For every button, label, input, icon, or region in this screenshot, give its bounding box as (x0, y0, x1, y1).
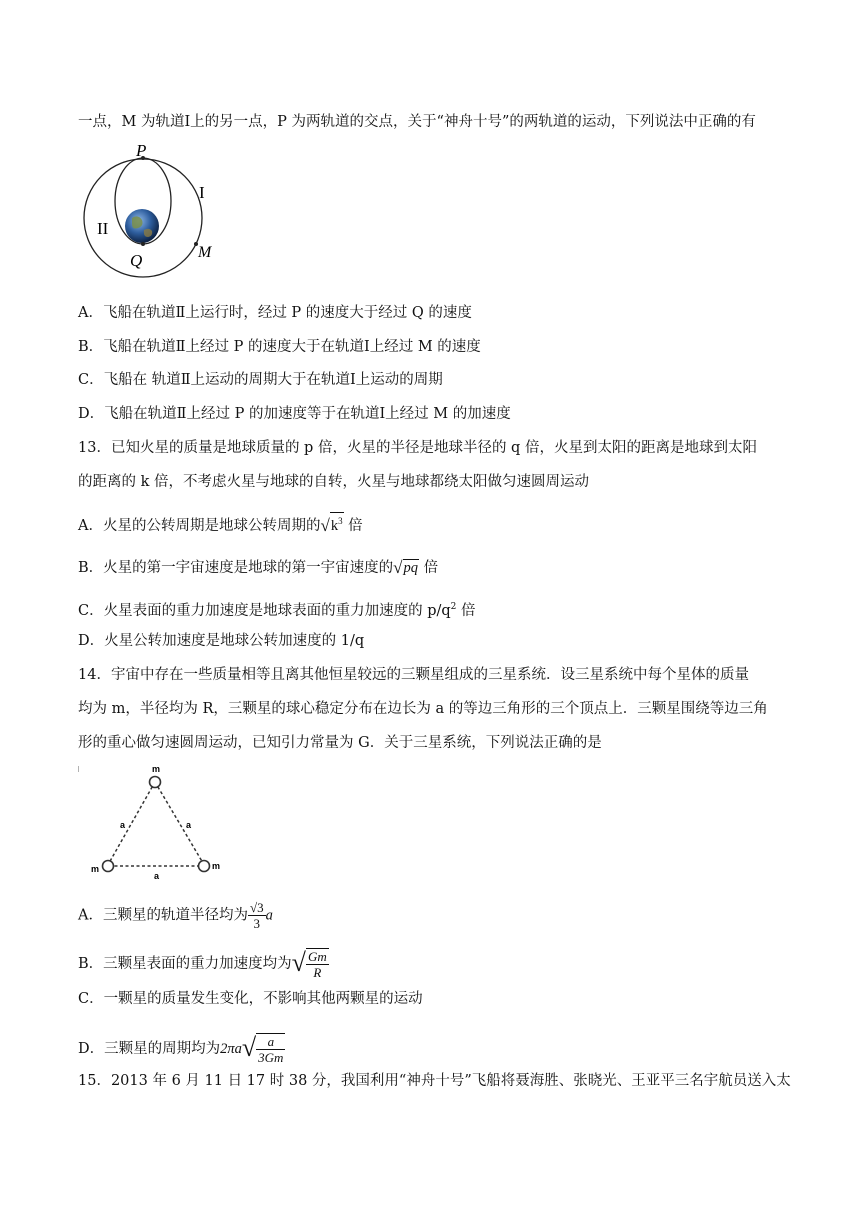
option-13a: A．火星的公转周期是地球公转周期的$√k^3$ 倍 (78, 512, 363, 536)
option-14d: D．三颗星的周期均为2πa√ $\frac{a}{3Gm}$ (78, 1033, 284, 1065)
option-12a: A．飞船在轨道Ⅱ上运行时，经过 P 的速度大于经过 Q 的速度 (78, 305, 472, 321)
option-14a-denominator: 3 (253, 916, 261, 931)
option-14b-numerator: Gm (307, 949, 327, 964)
star-right (199, 861, 210, 872)
option-14d-numerator: a (256, 1034, 285, 1050)
triangle-diagram (78, 762, 228, 880)
question-14-line-1: 14．宇宙中存在一些质量相等且离其他恒星较远的三颗星组成的三星系统．设三星系统中每个星体的质量 (78, 667, 749, 683)
star-left (103, 861, 114, 872)
orbit-diagram (78, 140, 228, 288)
option-13c (78, 597, 476, 621)
orbit-1-label: I (199, 183, 205, 202)
option-14d-denominator: 3Gm (258, 1050, 284, 1065)
option-14c: C．一颗星的质量发生变化，不影响其他两颗星的运动 (78, 991, 423, 1007)
option-12c: C．飞船在 轨道Ⅱ上运动的周期大于在轨道Ⅰ上运动的周期 (78, 372, 443, 388)
star-top-label: m (152, 764, 161, 774)
option-13c-suffix: 倍 (456, 602, 476, 619)
question-15-line-1: 15．2013 年 6 月 11 日 17 时 38 分，我国利用“神舟十号”飞船将聂海胜、张晓光、王亚平三名宇航员送入太 (78, 1073, 791, 1089)
option-14a (78, 900, 273, 931)
option-13b-suffix: 倍 (419, 560, 439, 576)
option-13b-text: B．火星的第一宇宙速度是地球的第一宇宙速度的 (78, 560, 394, 576)
side-left-label: a (120, 820, 126, 830)
question-14-line-2: 均为 m，半径均为 R，三颗星的球心稳定分布在边长为 a 的等边三角形的三个顶点上．三颗星围绕等边三角 (78, 701, 768, 717)
option-14b: B．三颗星表面的重力加速度均为√ $\frac{Gm}{R}$ (78, 948, 327, 980)
option-13c-exponent: 2 (450, 602, 457, 612)
option-14a-text: A．三颗星的轨道半径均为 (78, 907, 248, 924)
option-13d: D．火星公转加速度是地球公转加速度的 1/q (78, 633, 365, 649)
point-p-label: P (136, 141, 147, 160)
option-13a-exponent: 3 (338, 516, 343, 526)
option-14b-text: B．三颗星表面的重力加速度均为 (78, 956, 292, 972)
side-right-label: a (186, 820, 192, 830)
orbit-2-label: II (97, 219, 109, 238)
option-14a-variable: a (265, 907, 273, 924)
question-14-line-3: 形的重心做匀速圆周运动，已知引力常量为 G．关于三星系统，下列说法正确的是 (78, 735, 602, 751)
question-13-line-1: 13．已知火星的质量是地球质量的 p 倍，火星的半径是地球半径的 q 倍，火星到太阳的距离是地球到太阳 (78, 440, 757, 456)
option-13a-text: A．火星的公转周期是地球公转周期的 (78, 517, 321, 534)
option-12d: D．飞船在轨道Ⅱ上经过 P 的加速度等于在轨道Ⅰ上经过 M 的加速度 (78, 406, 511, 422)
question-13-line-2: 的距离的 k 倍，不考虑火星与地球的自转，火星与地球都绕太阳做匀速圆周运动 (78, 474, 590, 490)
text-line: 一点，M 为轨道Ⅰ上的另一点，P 为两轨道的交点，关于“神舟十号”的两轨道的运动，下列说法中正确的有 (78, 114, 756, 130)
point-q-label: Q (130, 251, 143, 270)
option-13c-text: C．火星表面的重力加速度是地球表面的重力加速度的 p/q (78, 602, 451, 619)
star-right-label: m (212, 861, 221, 871)
option-14a-numerator: √3 (249, 900, 264, 915)
option-13a-suffix: 倍 (343, 517, 363, 534)
option-13b-radicand: pq (403, 560, 418, 576)
option-13b: B．火星的第一宇宙速度是地球的第一宇宙速度的√pq 倍 (78, 558, 439, 577)
option-13a-radicand: k (330, 517, 339, 534)
option-14d-coefficient: 2πa (220, 1041, 242, 1057)
side-bottom-label: a (154, 871, 160, 880)
point-m-label: M (198, 244, 212, 261)
option-14b-denominator: R (313, 965, 322, 980)
star-left-label: m (91, 864, 100, 874)
option-12b: B．飞船在轨道Ⅱ上经过 P 的速度大于在轨道Ⅰ上经过 M 的速度 (78, 339, 481, 355)
earth-icon (125, 209, 159, 243)
star-top (150, 777, 161, 788)
option-14d-text: D．三颗星的周期均为 (78, 1041, 221, 1057)
